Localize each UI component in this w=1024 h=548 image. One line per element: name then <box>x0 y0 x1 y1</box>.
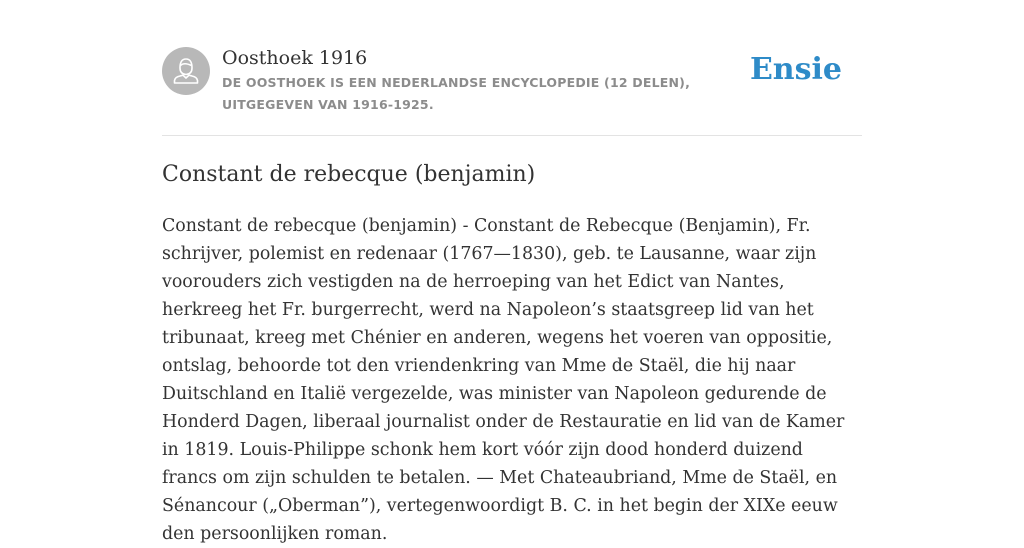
article-title: Constant de rebecque (benjamin) <box>162 162 536 187</box>
header-divider <box>162 135 862 136</box>
user-avatar-icon[interactable] <box>162 47 210 95</box>
avatar-silhouette <box>162 47 210 95</box>
source-description: DE OOSTHOEK IS EEN NEDERLANDSE ENCYCLOPEDIE (12 DELEN), UITGEGEVEN VAN 1916-1925. <box>222 75 691 112</box>
ensie-logo[interactable]: Ensie <box>749 52 842 87</box>
source-header <box>162 46 862 116</box>
article-body: Constant de rebecque (benjamin) - Constant de Rebecque (Benjamin), Fr. schrijver, polemist en redenaar (1767—1830), geb. te Lausanne, waar zijn voorouders zich vestigden na de herroeping van het Edict van Nantes, herkreeg het Fr. burgerrecht, werd na Napoleon’s staatsgreep lid van het tribunaat, kreeg met Chénier en anderen, wegens het voeren van oppositie, ontslag, behoorde tot den vriendenkring van Mme de Staël, die hij naar Duitschland en Italië vergezelde, was minister van Napoleon gedurende de Honderd Dagen, liberaal journalist onder de Restauratie en lid van de Kamer in 1819. Louis-Philippe schonk hem kort vóór zijn dood honderd duizend francs om zijn schulden te betalen. — Met Chateaubriand, Mme de Staël, en Sénancour („Oberman”), vertegenwoordigt B. C. in het begin der XIXe eeuw den persoonlijken roman. <box>162 216 845 544</box>
source-title[interactable]: Oosthoek 1916 <box>222 47 368 69</box>
